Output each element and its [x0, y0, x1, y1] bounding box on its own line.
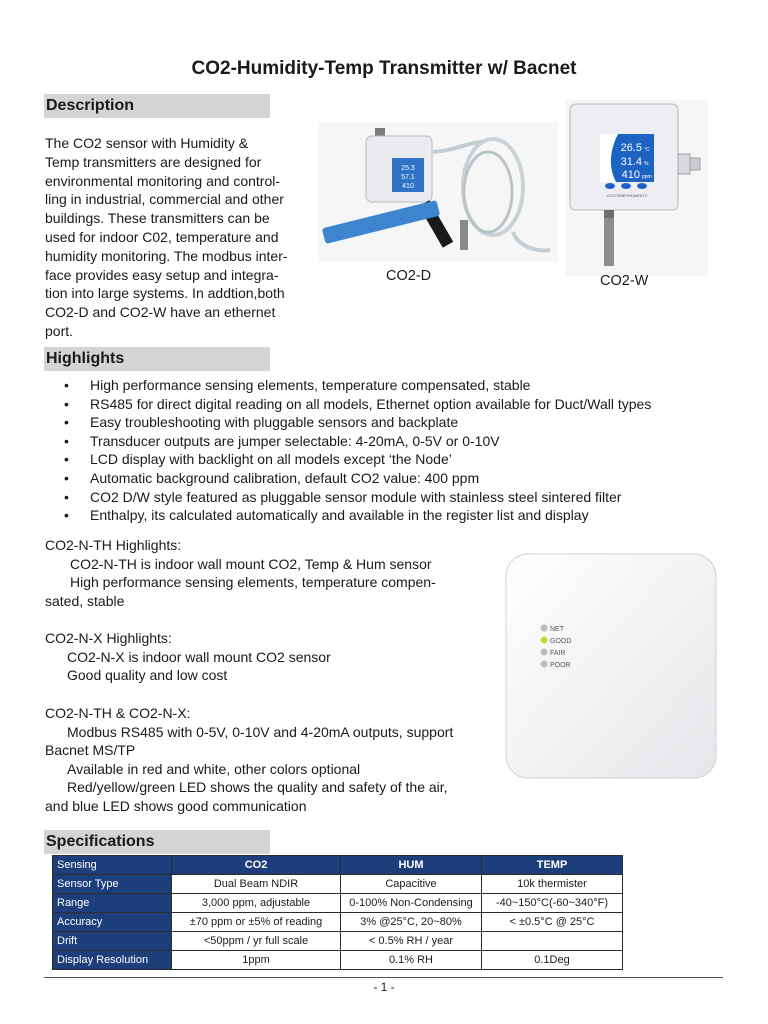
co2-w-product-image	[566, 100, 708, 276]
table-cell: -40~150°C(-60~340°F)	[482, 894, 623, 913]
co2-w-brand-label: CO2/TEMP/HUMIDITY	[606, 193, 648, 198]
nx-line: Good quality and low cost	[67, 667, 228, 684]
description-line: environmental monitoring and control-	[45, 172, 281, 189]
footer-divider	[44, 977, 723, 978]
both-line: and blue LED shows good communication	[45, 797, 307, 814]
table-row	[53, 951, 623, 970]
led-fair-icon	[541, 649, 548, 656]
nth-highlights	[45, 536, 490, 610]
co2-d-product-image	[318, 122, 558, 262]
table-cell: 0.1Deg	[482, 951, 623, 970]
table-cell: 3,000 ppm, adjustable	[172, 894, 341, 913]
table-cell: <50ppm / yr full scale	[172, 932, 341, 951]
table-cell: 10k thermister	[482, 875, 623, 894]
co2-d-lcd-co2: 410	[402, 183, 414, 190]
row-header: Sensor Type	[53, 875, 172, 894]
both-highlights	[45, 704, 490, 816]
table-row	[53, 894, 623, 913]
co2-d-caption: CO2-D	[386, 268, 432, 284]
description-line: tion into large systems. In addtion,both	[45, 285, 285, 302]
table-row	[53, 932, 623, 951]
table-row	[53, 913, 623, 932]
led-poor-icon	[541, 661, 548, 668]
table-header-row	[53, 856, 623, 875]
led-net-label: NET	[550, 626, 564, 633]
co2-w-lcd-temp: 26.5	[620, 142, 642, 154]
led-fair-label: FAIR	[550, 650, 566, 657]
co2-w-button	[621, 183, 631, 189]
table-cell: 1ppm	[172, 951, 341, 970]
row-header: Display Resolution	[53, 951, 172, 970]
led-net-icon	[541, 625, 548, 632]
nth-line: sated, stable	[45, 592, 125, 609]
row-header: Accuracy	[53, 913, 172, 932]
led-good-icon	[541, 637, 548, 644]
co2-w-lcd-temp-unit: °C	[644, 147, 650, 153]
description-line: port.	[45, 322, 74, 339]
both-line: Bacnet MS/TP	[45, 742, 136, 759]
description-line: ling in industrial, commercial and other	[45, 191, 284, 208]
table-cell: 0-100% Non-Condensing	[341, 894, 482, 913]
co2-d-lcd-hum: 57.1	[401, 174, 415, 181]
both-line: Red/yellow/green LED shows the quality and safety of the air,	[67, 779, 448, 796]
column-header: HUM	[341, 856, 482, 875]
co2-w-lcd-co2-unit: ppm	[642, 174, 652, 180]
co2-w-caption: CO2-W	[600, 273, 649, 289]
co2-n-product-image	[504, 552, 718, 780]
description-line: Temp transmitters are designed for	[45, 153, 262, 170]
highlight-item: • Transducer outputs are jumper selectable: 4-20mA, 0-5V or 0-10V	[45, 432, 745, 451]
specifications-heading: Specifications	[44, 830, 270, 854]
co2-w-button	[605, 183, 615, 189]
table-cell: Dual Beam NDIR	[172, 875, 341, 894]
nth-line: High performance sensing elements, temperature compen-	[70, 574, 436, 591]
column-header: TEMP	[482, 856, 623, 875]
table-cell: Capacitive	[341, 875, 482, 894]
column-header: Sensing	[53, 856, 172, 875]
specifications-table	[52, 855, 623, 970]
nx-line: CO2-N-X is indoor wall mount CO2 sensor	[67, 648, 331, 665]
highlight-item: • Automatic background calibration, default CO2 value: 400 ppm	[45, 469, 745, 488]
highlights-heading: Highlights	[44, 347, 270, 371]
both-line: Available in red and white, other colors optional	[67, 760, 361, 777]
led-good-label: GOOD	[550, 638, 572, 645]
co2-w-lcd-hum: 31.4	[620, 156, 642, 168]
description-line: buildings. These transmitters can be	[45, 210, 270, 227]
highlights-list	[45, 376, 745, 525]
column-header: CO2	[172, 856, 341, 875]
table-cell	[482, 932, 623, 951]
description-line: face provides easy setup and integra-	[45, 266, 279, 283]
description-line: CO2-D and CO2-W have an ethernet	[45, 304, 276, 321]
page-number: - 1 -	[373, 980, 395, 994]
row-header: Drift	[53, 932, 172, 951]
table-cell: ±70 ppm or ±5% of reading	[172, 913, 341, 932]
co2-w-button	[637, 183, 647, 189]
table-cell: 0.1% RH	[341, 951, 482, 970]
description-line: humidity monitoring. The modbus inter-	[45, 247, 288, 264]
description-line: used for indoor C02, temperature and	[45, 228, 279, 245]
page-title: CO2-Humidity-Temp Transmitter w/ Bacnet	[191, 58, 577, 79]
nx-highlights	[45, 629, 490, 685]
co2-w-lcd-co2: 410	[621, 169, 640, 181]
nth-line: CO2-N-TH is indoor wall mount CO2, Temp & Hum sensor	[70, 555, 432, 572]
nth-heading: CO2-N-TH Highlights:	[45, 537, 182, 553]
highlight-item: • High performance sensing elements, temperature compensated, stable	[45, 376, 745, 395]
table-cell: < 0.5% RH / year	[341, 932, 482, 951]
table-cell: 3% @25°C, 20~80%	[341, 913, 482, 932]
table-cell: < ±0.5°C @ 25°C	[482, 913, 623, 932]
description-heading: Description	[44, 94, 270, 118]
description-line: The CO2 sensor with Humidity &	[45, 135, 249, 151]
highlight-item: • Enthalpy, its calculated automatically and available in the register list and display	[45, 506, 745, 525]
highlight-item: • RS485 for direct digital reading on all models, Ethernet option available for Duct/Wall types	[45, 395, 745, 414]
description-text	[45, 134, 310, 341]
both-heading: CO2-N-TH & CO2-N-X:	[45, 705, 191, 721]
nx-heading: CO2-N-X Highlights:	[45, 630, 172, 646]
highlight-item: • Easy troubleshooting with pluggable sensors and backplate	[45, 413, 745, 432]
both-line: Modbus RS485 with 0-5V, 0-10V and 4-20mA outputs, support	[67, 723, 454, 740]
highlight-item: • LCD display with backlight on all models except ‘the Node’	[45, 450, 745, 469]
highlight-item: • CO2 D/W style featured as pluggable sensor module with stainless steel sintered filter	[45, 488, 745, 507]
co2-w-lcd-hum-unit: %	[644, 161, 649, 167]
co2-d-lcd-temp: 25.3	[401, 165, 415, 172]
table-row	[53, 875, 623, 894]
led-poor-label: POOR	[550, 662, 571, 669]
row-header: Range	[53, 894, 172, 913]
